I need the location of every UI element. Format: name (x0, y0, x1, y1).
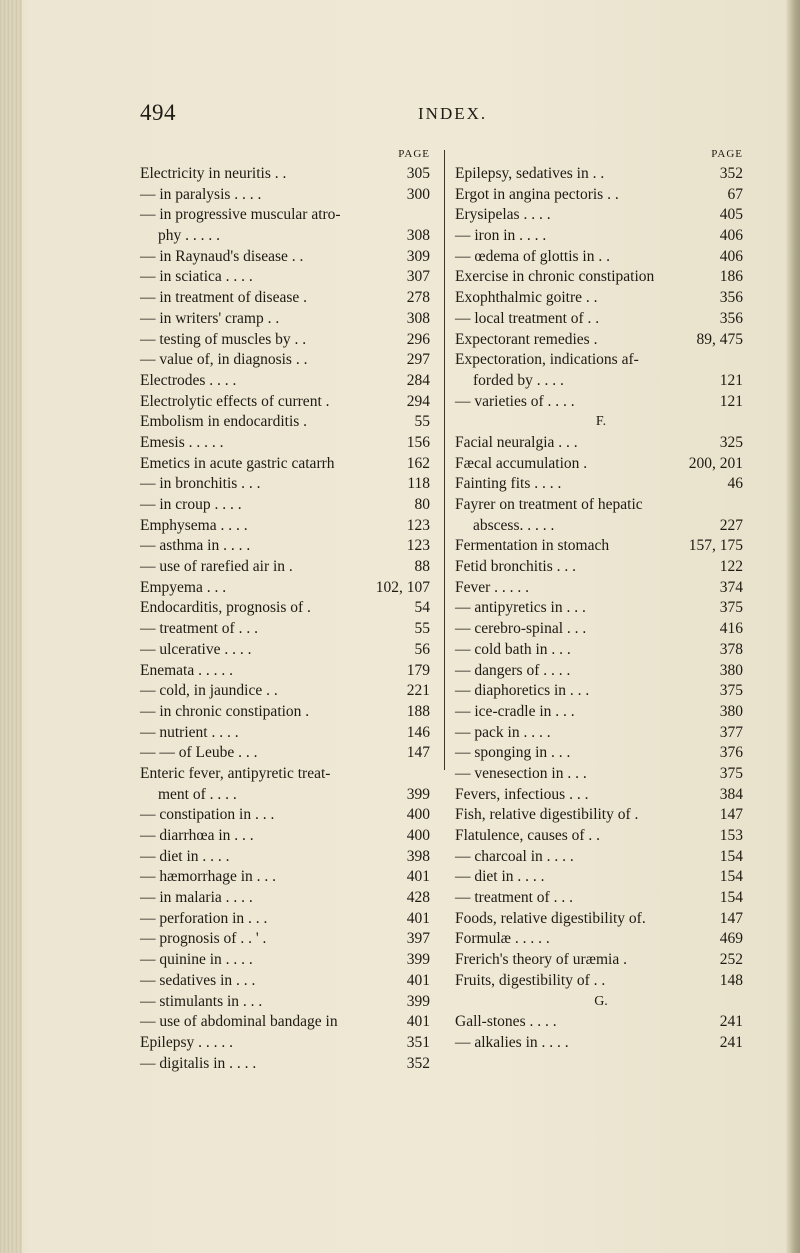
index-column-left (140, 148, 434, 1074)
entry-text: ment of . . . . (158, 785, 237, 803)
index-entry (140, 702, 434, 723)
entry-page-number: 325 (719, 433, 743, 451)
index-entry (140, 474, 434, 495)
entry-page-number: 122 (719, 558, 743, 576)
index-entry (140, 723, 434, 744)
entry-text: — value of, in diagnosis . . (140, 351, 308, 369)
index-entry (455, 247, 747, 268)
index-entry (140, 909, 434, 930)
entry-page-number: 380 (719, 661, 743, 679)
entry-page-number: 351 (406, 1033, 430, 1051)
index-entry (140, 992, 434, 1013)
index-entry (455, 516, 747, 537)
entry-page-number: 469 (719, 930, 743, 948)
entry-page-number: 398 (406, 847, 430, 865)
entry-page-number: 384 (719, 785, 743, 803)
entry-page-number: 56 (414, 640, 430, 658)
entry-text: Electricity in neuritis . . (140, 165, 287, 182)
index-entry (140, 847, 434, 868)
entry-text: Expectorant remedies . (455, 330, 598, 348)
entry-text: Fayrer on treatment of hepatic (455, 496, 643, 513)
entry-page-number: 294 (406, 392, 430, 410)
entry-page-number: 146 (406, 723, 430, 741)
entry-page-number: 121 (719, 392, 743, 410)
entry-text: Endocarditis, prognosis of . (140, 599, 311, 617)
entry-text: — venesection in . . . (455, 764, 587, 782)
index-entry (455, 578, 747, 599)
entry-text: Frerich's theory of uræmia . (455, 951, 627, 969)
entry-text: — in bronchitis . . . (140, 475, 261, 493)
entry-page-number: 375 (719, 599, 743, 617)
page-binding-edge (0, 0, 22, 1253)
entry-text: — in treatment of disease . (140, 289, 308, 307)
entry-text: — in progressive muscular atro- (140, 206, 341, 224)
entry-page-number: 241 (719, 1033, 743, 1051)
index-entry (455, 598, 747, 619)
index-entry (455, 909, 747, 930)
index-entry (455, 226, 747, 247)
entry-text: — asthma in . . . . (140, 537, 251, 555)
index-entry (140, 350, 434, 371)
entry-page-number: 186 (719, 268, 743, 286)
index-entry (455, 743, 747, 764)
entry-text: — ulcerative . . . . (140, 640, 252, 658)
entry-page-number: 416 (719, 620, 743, 638)
entry-page-number: 428 (406, 889, 430, 907)
entry-text: Facial neuralgia . . . (455, 433, 578, 451)
entry-text: — local treatment of . . (455, 309, 600, 327)
entry-text: Expectoration, indications af- (455, 351, 639, 369)
index-entry (140, 950, 434, 971)
index-entry (140, 392, 434, 413)
index-entry (140, 805, 434, 826)
index-entry (140, 267, 434, 288)
index-column-right (455, 148, 747, 1054)
entry-text: Fruits, digestibility of . . (455, 971, 606, 989)
index-entry (140, 164, 434, 185)
entry-page-number: 352 (406, 1054, 430, 1072)
entry-text: Empyema . . . (140, 578, 227, 596)
entry-page-number: 405 (719, 206, 743, 224)
entry-page-number: 352 (719, 165, 743, 182)
index-entry (140, 495, 434, 516)
index-entry (455, 847, 747, 868)
entry-text: Fermentation in stomach (455, 537, 610, 555)
column-heading: PAGE (711, 148, 743, 160)
index-entry (455, 640, 747, 661)
entry-page-number: 380 (719, 702, 743, 720)
entry-page-number: 154 (719, 889, 743, 907)
index-entry (140, 1012, 434, 1033)
index-entry (455, 805, 747, 826)
entry-text: — — of Leube . . . (140, 744, 258, 762)
entry-text: Erysipelas . . . . (455, 206, 551, 224)
index-entry (140, 826, 434, 847)
index-entry (455, 495, 747, 516)
entry-page-number: 118 (407, 475, 430, 493)
index-entry (140, 433, 434, 454)
entry-text: — use of abdominal bandage in (140, 1013, 338, 1031)
entry-page-number: 356 (719, 289, 743, 307)
index-entry (455, 392, 747, 413)
entry-text: — digitalis in . . . . (140, 1054, 257, 1072)
entry-text: — antipyretics in . . . (455, 599, 586, 617)
entry-text: Formulæ . . . . . (455, 930, 550, 948)
entry-page-number: 399 (406, 951, 430, 969)
entry-text: Flatulence, causes of . . (455, 827, 601, 844)
index-entry (455, 681, 747, 702)
entry-page-number: 147 (719, 909, 743, 927)
entry-text: — pack in . . . . (455, 723, 551, 741)
entry-page-number: 227 (719, 516, 743, 534)
entry-page-number: 55 (414, 620, 430, 638)
entry-page-number: 378 (719, 640, 743, 658)
entry-page-number: 157, 175 (688, 537, 743, 555)
entry-page-number: 309 (406, 247, 430, 265)
entry-page-number: 67 (727, 185, 743, 203)
entry-page-number: 308 (406, 309, 430, 327)
entry-text: Embolism in endocarditis . (140, 413, 308, 431)
entry-text: Gall-stones . . . . (455, 1013, 557, 1031)
entry-text: — in malaria . . . . (140, 889, 253, 907)
index-entry (140, 371, 434, 392)
index-entry (140, 536, 434, 557)
entry-page-number: 102, 107 (375, 578, 430, 596)
entry-page-number: 147 (719, 806, 743, 824)
entry-page-number: 278 (406, 289, 430, 307)
running-title: INDEX. (418, 104, 488, 123)
index-entry (455, 867, 747, 888)
page-header (128, 100, 728, 130)
entry-text: — use of rarefied air in . (140, 558, 293, 576)
index-entry (140, 971, 434, 992)
index-entry (140, 309, 434, 330)
index-entry (455, 164, 747, 185)
index-entry (455, 288, 747, 309)
entry-text: Fevers, infectious . . . (455, 785, 589, 803)
index-entry (455, 702, 747, 723)
entry-page-number: 308 (406, 227, 430, 245)
section-letter-text: F. (595, 414, 607, 430)
entry-text: — nutrient . . . . (140, 723, 239, 741)
index-entry (455, 557, 747, 578)
entry-text: Emetics in acute gastric catarrh (140, 454, 335, 472)
index-entry (140, 516, 434, 537)
entry-text: — in croup . . . . (140, 496, 242, 513)
index-entry (455, 433, 747, 454)
entry-page-number: 46 (727, 475, 743, 493)
entry-text: — diarrhœa in . . . (140, 827, 254, 844)
index-entry (140, 226, 434, 247)
entry-text: Ergot in angina pectoris . . (455, 185, 619, 203)
entry-page-number: 406 (719, 247, 743, 265)
index-entry (455, 888, 747, 909)
entry-page-number: 406 (719, 227, 743, 245)
entry-text: — in paralysis . . . . (140, 185, 262, 203)
index-entry (140, 205, 434, 226)
index-entry (140, 929, 434, 950)
entry-page-number: 252 (719, 951, 743, 969)
entry-page-number: 375 (719, 764, 743, 782)
entry-page-number: 54 (414, 599, 430, 617)
index-entry (455, 661, 747, 682)
index-entry (140, 661, 434, 682)
entry-page-number: 200, 201 (688, 454, 743, 472)
index-entry (140, 557, 434, 578)
index-entry (455, 950, 747, 971)
entry-page-number: 154 (719, 847, 743, 865)
entry-page-number: 148 (719, 971, 743, 989)
entry-text: — dangers of . . . . (455, 661, 571, 679)
entry-text: Emphysema . . . . (140, 516, 248, 534)
entry-text: Foods, relative digestibility of. (455, 909, 646, 927)
index-entry (140, 743, 434, 764)
section-letter (455, 992, 747, 1013)
entry-text: — testing of muscles by . . (140, 330, 307, 348)
entry-text: — in Raynaud's disease . . (140, 247, 304, 265)
index-entry (140, 578, 434, 599)
entry-text: forded by . . . . (473, 371, 564, 389)
entry-page-number: 154 (719, 868, 743, 886)
entry-text: Fever . . . . . (455, 578, 530, 596)
entry-text: Fainting fits . . . . (455, 475, 562, 493)
index-entry (455, 929, 747, 950)
entry-page-number: 307 (406, 268, 430, 286)
entry-page-number: 305 (406, 165, 430, 182)
index-entry (455, 474, 747, 495)
entry-text: Fish, relative digestibility of . (455, 806, 639, 824)
entry-text: Electrodes . . . . (140, 371, 237, 389)
index-entry (455, 785, 747, 806)
index-entry (455, 764, 747, 785)
entry-text: — in writers' cramp . . (140, 309, 280, 327)
entry-text: Electrolytic effects of current . (140, 392, 330, 410)
entry-text: Epilepsy . . . . . (140, 1033, 233, 1051)
entry-text: — diet in . . . . (140, 847, 230, 865)
index-entry (455, 267, 747, 288)
entry-text: — diet in . . . . (455, 868, 545, 886)
entry-text: — ice-cradle in . . . (455, 702, 575, 720)
entry-page-number: 297 (406, 351, 430, 369)
entry-page-number: 147 (406, 744, 430, 762)
entry-page-number: 80 (414, 496, 430, 513)
entry-page-number: 156 (406, 433, 430, 451)
entry-page-number: 375 (719, 682, 743, 700)
index-entry (140, 1033, 434, 1054)
entry-page-number: 296 (406, 330, 430, 348)
entry-text: phy . . . . . (158, 227, 220, 245)
entry-text: — hæmorrhage in . . . (140, 868, 277, 886)
entry-text: — cerebro-spinal . . . (455, 620, 587, 638)
entry-text: Exophthalmic goitre . . (455, 289, 598, 307)
entry-text: Exercise in chronic constipation (455, 268, 655, 286)
entry-page-number: 300 (406, 185, 430, 203)
entry-text: abscess. . . . . (473, 516, 555, 534)
entry-text: — alkalies in . . . . (455, 1033, 569, 1051)
entry-page-number: 399 (406, 785, 430, 803)
entry-page-number: 399 (406, 992, 430, 1010)
entry-page-number: 377 (719, 723, 743, 741)
index-entry (455, 185, 747, 206)
index-entry (140, 619, 434, 640)
entry-text: — cold, in jaundice . . (140, 682, 278, 700)
entry-text: — sedatives in . . . (140, 971, 256, 989)
index-entry (140, 681, 434, 702)
index-entry (455, 536, 747, 557)
index-entry (140, 867, 434, 888)
index-entry (140, 288, 434, 309)
entry-text: — charcoal in . . . . (455, 847, 574, 865)
index-entry (455, 1033, 747, 1054)
index-entry (455, 971, 747, 992)
entry-page-number: 400 (406, 827, 430, 844)
entry-page-number: 123 (406, 537, 430, 555)
entry-page-number: 284 (406, 371, 430, 389)
index-entry (140, 454, 434, 475)
column-divider (444, 150, 445, 770)
entry-page-number: 374 (719, 578, 743, 596)
entry-text: Fæcal accumulation . (455, 454, 588, 472)
section-letter (455, 412, 747, 433)
entry-page-number: 376 (719, 744, 743, 762)
entry-text: — diaphoretics in . . . (455, 682, 590, 700)
page-outer-edge (786, 0, 800, 1253)
index-entry (455, 350, 747, 371)
entry-text: — œdema of glottis in . . (455, 247, 610, 265)
entry-text: Enemata . . . . . (140, 661, 233, 679)
index-entry (455, 371, 747, 392)
entry-page-number: 356 (719, 309, 743, 327)
section-letter-text: G. (594, 993, 608, 1009)
column-heading: PAGE (398, 148, 430, 160)
index-entry (140, 640, 434, 661)
index-entry (455, 205, 747, 226)
index-entry (140, 330, 434, 351)
index-entry (455, 330, 747, 351)
index-entry (455, 723, 747, 744)
index-entry (140, 412, 434, 433)
entry-text: — sponging in . . . (455, 744, 571, 762)
entry-text: — treatment of . . . (140, 620, 258, 638)
entry-text: — stimulants in . . . (140, 992, 263, 1010)
entry-text: — constipation in . . . (140, 806, 275, 824)
entry-text: — treatment of . . . (455, 889, 573, 907)
entry-text: — prognosis of . . ' . (140, 930, 267, 948)
entry-page-number: 89, 475 (696, 330, 743, 348)
index-entry (140, 247, 434, 268)
entry-page-number: 241 (719, 1013, 743, 1031)
index-entry (455, 826, 747, 847)
entry-page-number: 221 (406, 682, 430, 700)
index-entry (140, 598, 434, 619)
index-entry (140, 764, 434, 785)
index-entry (140, 1054, 434, 1075)
entry-page-number: 401 (406, 909, 430, 927)
entry-text: — quinine in . . . . (140, 951, 253, 969)
index-entry (140, 888, 434, 909)
entry-text: Epilepsy, sedatives in . . (455, 165, 605, 182)
entry-text: Emesis . . . . . (140, 433, 224, 451)
entry-text: — perforation in . . . (140, 909, 268, 927)
index-entry (455, 619, 747, 640)
entry-text: — in chronic constipation . (140, 702, 310, 720)
index-entry (140, 785, 434, 806)
entry-page-number: 401 (406, 1013, 430, 1031)
entry-page-number: 123 (406, 516, 430, 534)
index-entry (455, 454, 747, 475)
entry-page-number: 162 (406, 454, 430, 472)
entry-page-number: 88 (414, 558, 430, 576)
entry-page-number: 401 (406, 971, 430, 989)
entry-text: — in sciatica . . . . (140, 268, 253, 286)
entry-page-number: 55 (414, 413, 430, 431)
entry-text: Fetid bronchitis . . . (455, 558, 576, 576)
entry-page-number: 188 (406, 702, 430, 720)
index-entry (140, 185, 434, 206)
entry-page-number: 179 (406, 661, 430, 679)
index-entry (455, 1012, 747, 1033)
entry-text: Enteric fever, antipyretic treat- (140, 764, 331, 782)
index-entry (455, 309, 747, 330)
entry-page-number: 121 (719, 371, 743, 389)
entry-page-number: 397 (406, 930, 430, 948)
entry-text: — varieties of . . . . (455, 392, 575, 410)
entry-page-number: 401 (406, 868, 430, 886)
entry-text: — cold bath in . . . (455, 640, 571, 658)
entry-text: — iron in . . . . (455, 227, 547, 245)
entry-page-number: 153 (719, 827, 743, 844)
page-number: 494 (140, 100, 176, 125)
entry-page-number: 400 (406, 806, 430, 824)
